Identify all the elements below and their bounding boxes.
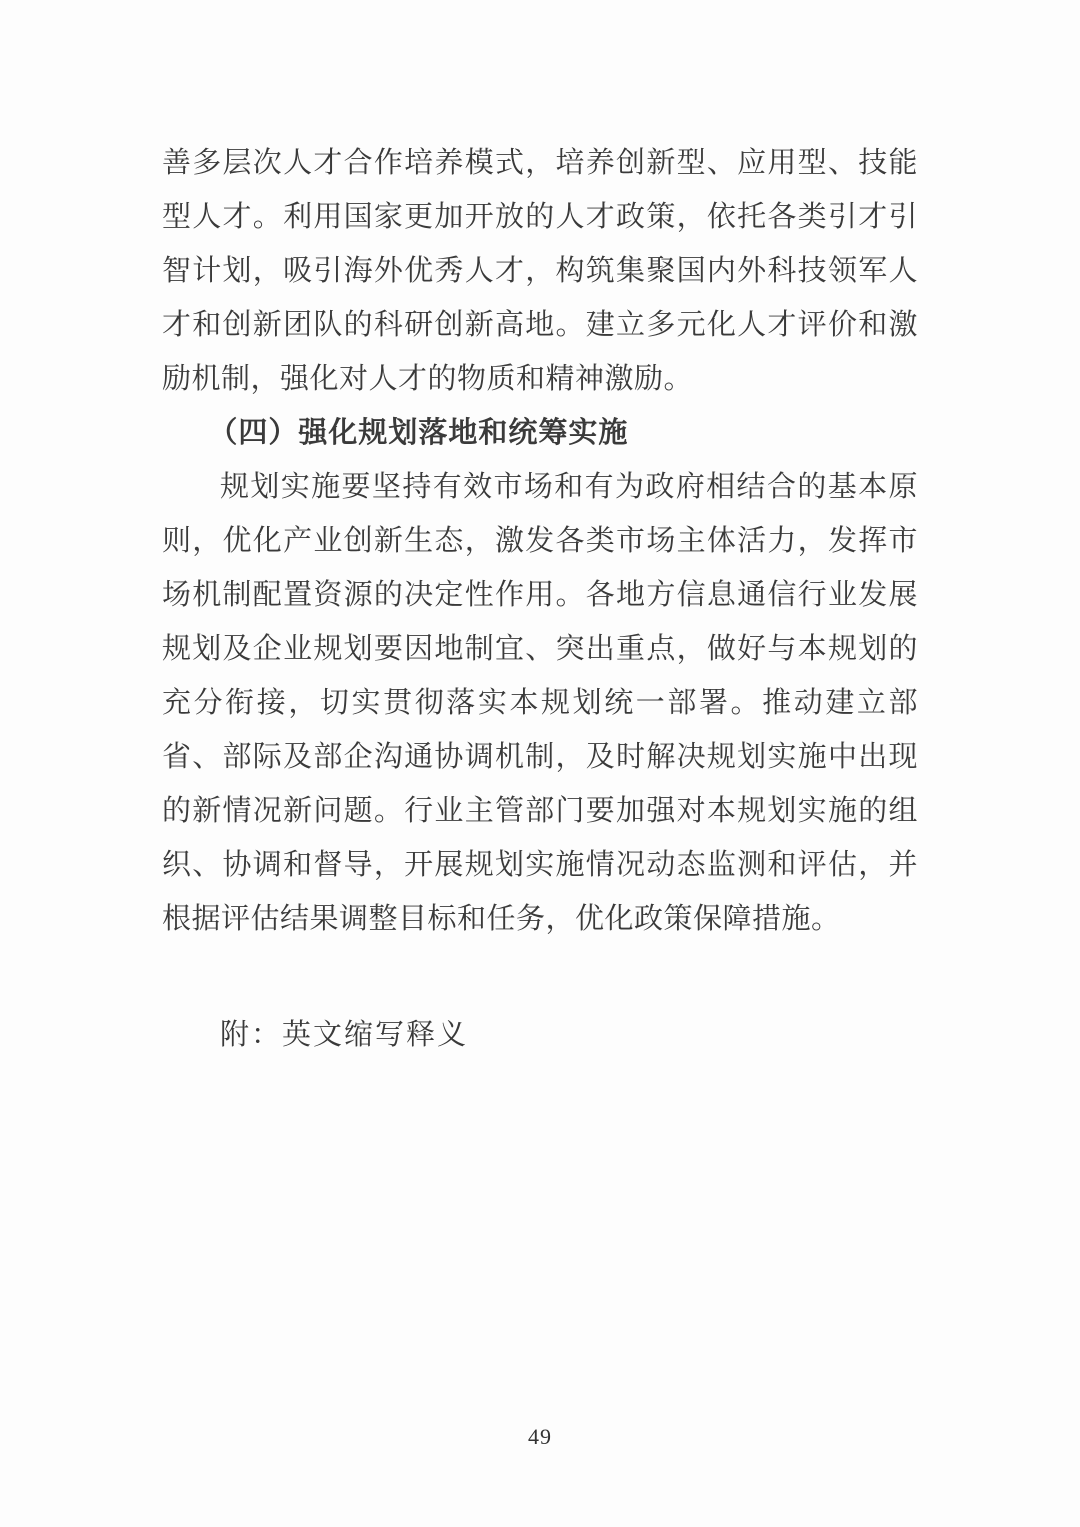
document-text-block xyxy=(162,136,918,1062)
paragraph-talent-cultivation: 善多层次人才合作培养模式，培养创新型、应用型、技能型人才。利用国家更加开放的人才政策，依托各类引才引智计划，吸引海外优秀人才，构筑集聚国内外科技领军人才和创新团队的科研创新高地。建立多元化人才评价和激励机制，强化对人才的物质和精神激励。 xyxy=(162,147,918,395)
section-heading-four: （四）强化规划落地和统筹实施 xyxy=(208,417,629,449)
page-number: 49 xyxy=(528,1424,552,1449)
appendix-reference-note: 附：英文缩写释义 xyxy=(220,1019,469,1051)
paragraph-plan-implementation: 规划实施要坚持有效市场和有为政府相结合的基本原则，优化产业创新生态，激发各类市场主体活力，发挥市场机制配置资源的决定性作用。各地方信息通信行业发展规划及企业规划要因地制宜、突出重点，做好与本规划的充分衔接，切实贯彻落实本规划统一部署。推动建立部省、部际及部企沟通协调机制，及时解决规划实施中出现的新情况新问题。行业主管部门要加强对本规划实施的组织、协调和督导，开展规划实施情况动态监测和评估，并根据评估结果调整目标和任务，优化政策保障措施。 xyxy=(162,471,918,935)
